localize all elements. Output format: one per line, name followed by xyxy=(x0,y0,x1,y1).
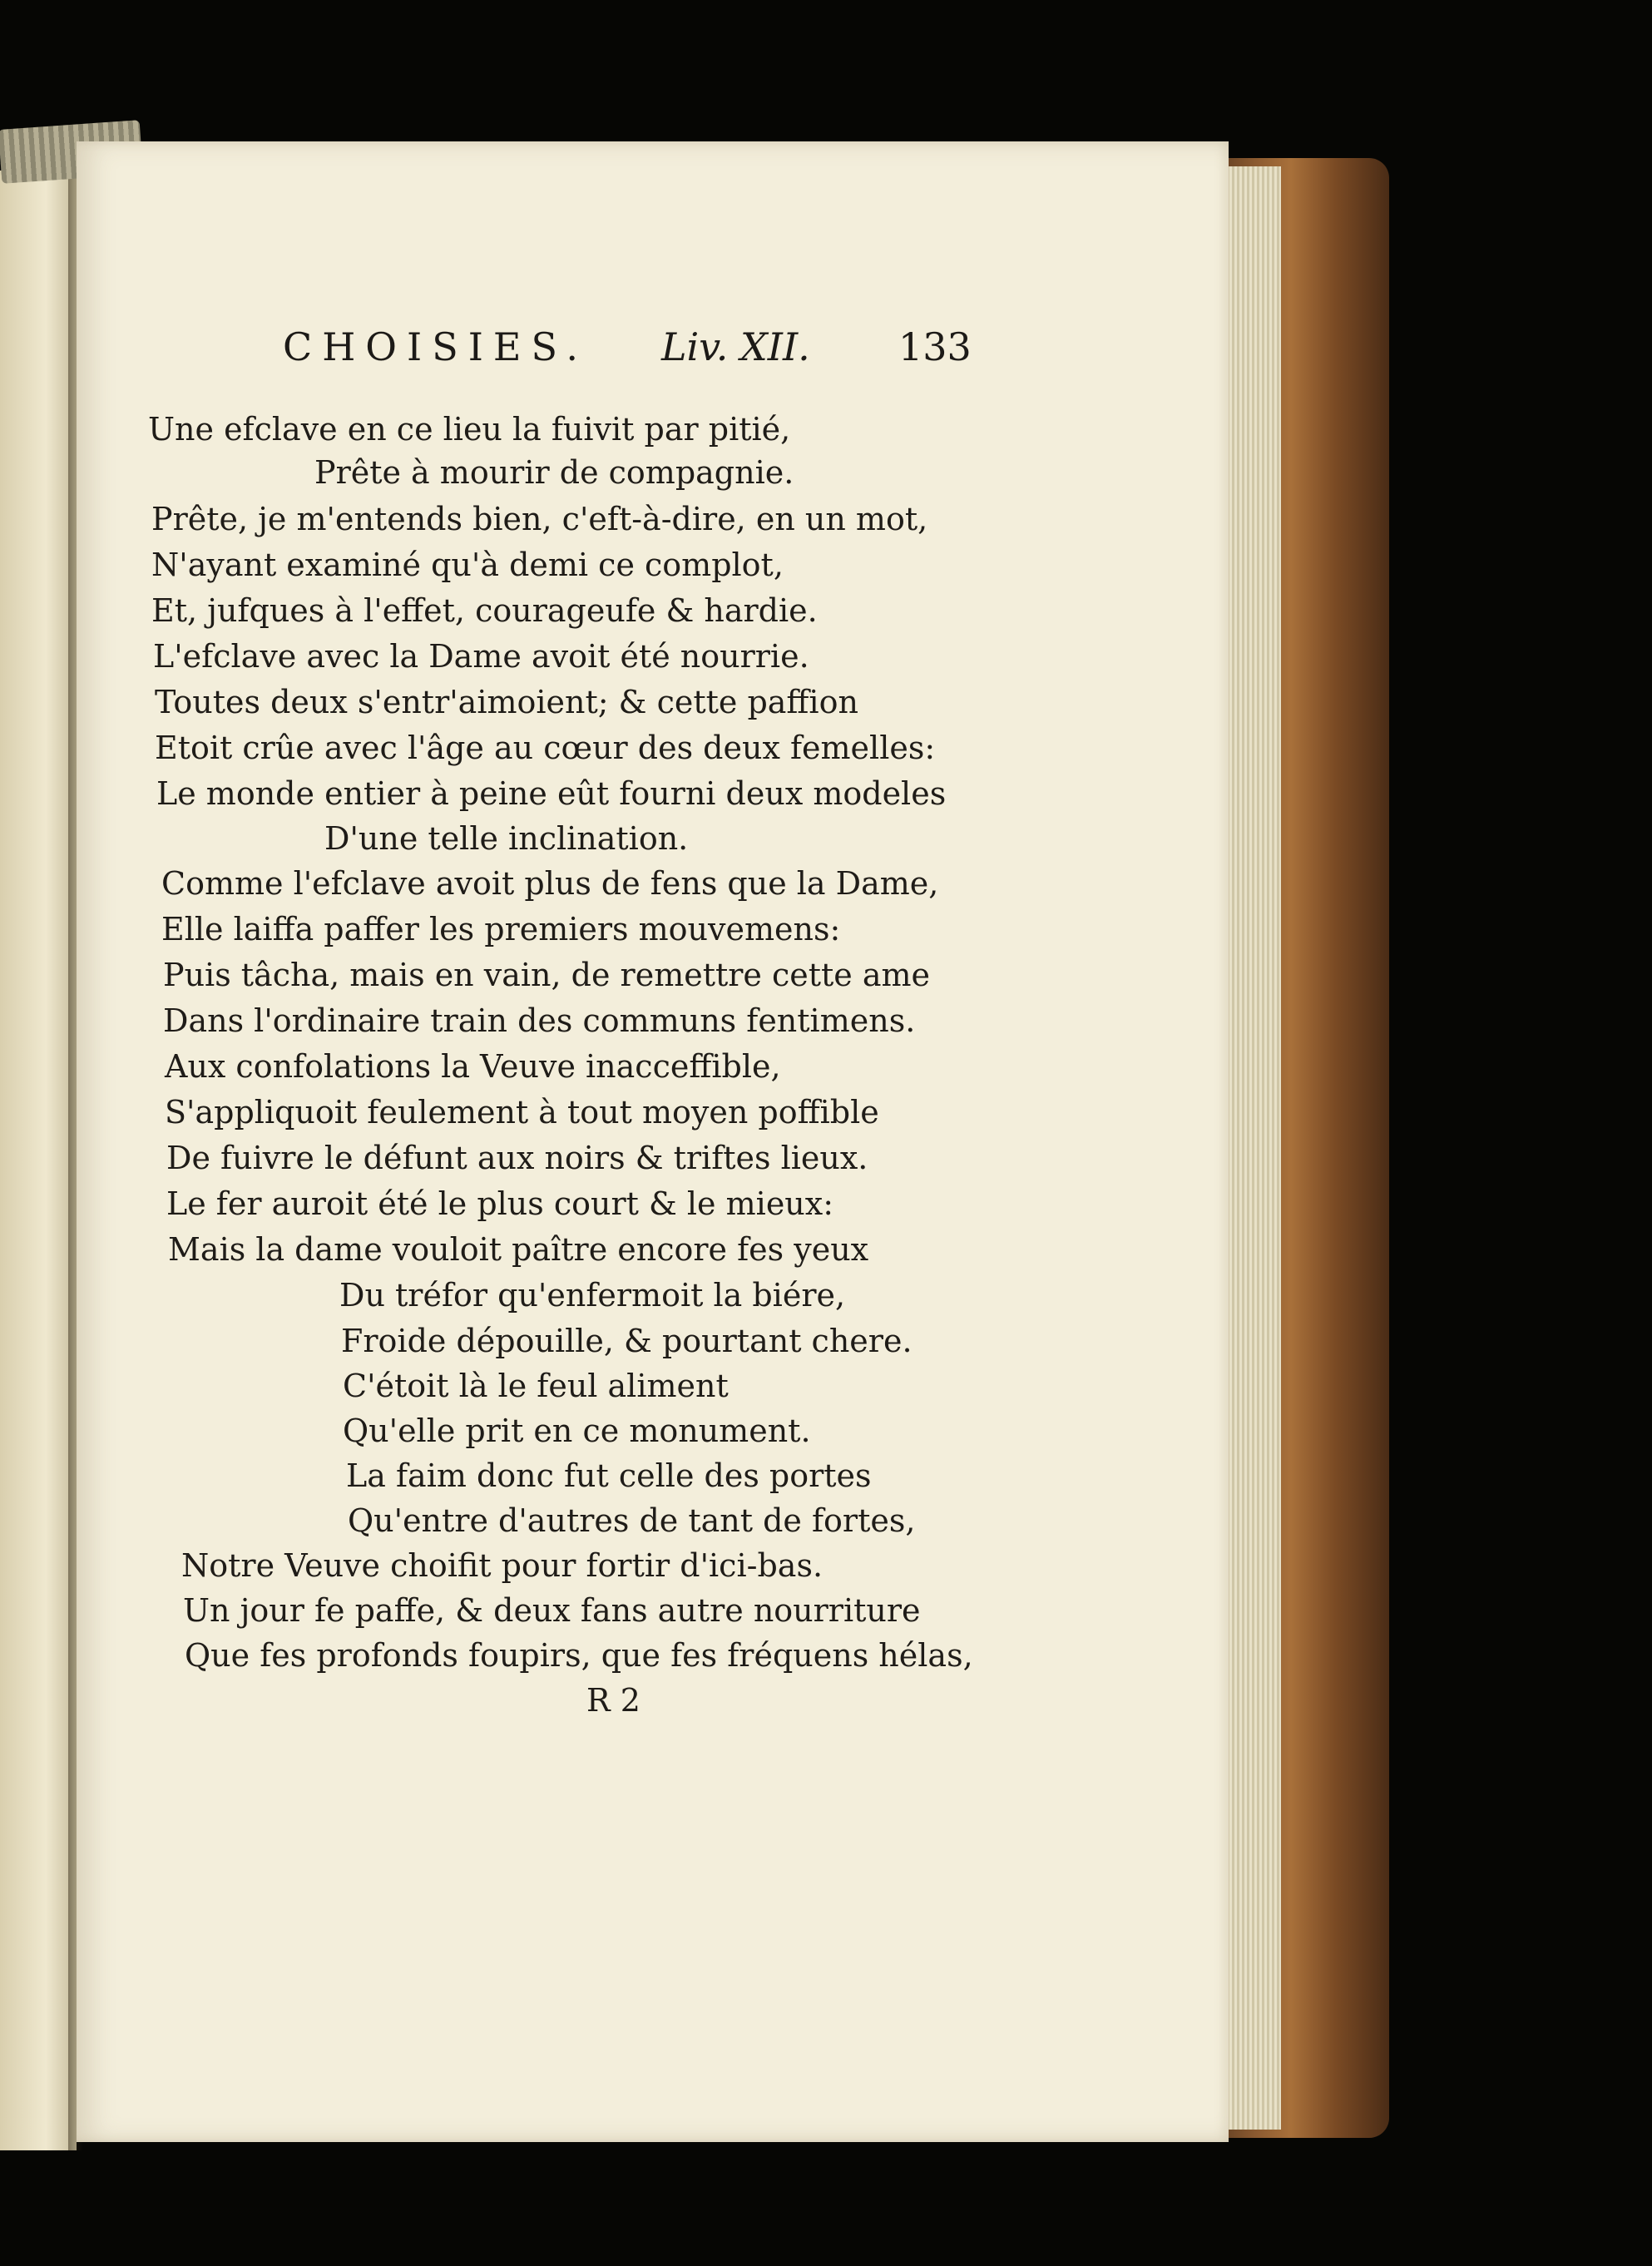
verse-line: N'ayant examiné qu'à demi ce complot, xyxy=(151,547,784,583)
verse-line: Aux confolations la Veuve inacceffible, xyxy=(165,1048,781,1085)
verse-line: C'étoit là le feul aliment xyxy=(343,1368,729,1404)
verse-line: Puis tâcha, mais en vain, de remettre cette ame xyxy=(163,957,931,993)
verse-line: S'appliquoit feulement à tout moyen poffible xyxy=(165,1094,879,1131)
verse-line: Notre Veuve choifit pour fortir d'ici-bas. xyxy=(181,1547,824,1584)
verse-line: Que fes profonds foupirs, que fes fréquens hélas, xyxy=(185,1637,973,1674)
verse-line: Mais la dame vouloit paître encore fes yeux xyxy=(168,1231,869,1268)
verse-line: Une efclave en ce lieu la fuivit par pitié, xyxy=(148,411,791,448)
running-header xyxy=(283,324,998,374)
verse-line: Le fer auroit été le plus court & le mieux: xyxy=(166,1185,834,1222)
verse-line: La faim donc fut celle des portes xyxy=(346,1457,872,1494)
verse-line: Qu'entre d'autres de tant de fortes, xyxy=(348,1502,916,1539)
verse-line: Froide dépouille, & pourtant chere. xyxy=(341,1323,913,1359)
verse-line: L'efclave avec la Dame avoit été nourrie. xyxy=(153,638,809,675)
verse-line: Toutes deux s'entr'aimoient; & cette paffion xyxy=(155,684,858,720)
verse-line: Le monde entier à peine eût fourni deux modeles xyxy=(156,775,947,812)
verse-line: Comme l'efclave avoit plus de fens que la Dame, xyxy=(161,865,939,902)
verse-line: Un jour fe paffe, & deux fans autre nourriture xyxy=(183,1592,921,1629)
verse-line: Et, jufques à l'effet, courageufe & hardie. xyxy=(151,592,818,629)
running-title: CHOISIES. xyxy=(283,324,588,369)
verse-line: D'une telle inclination. xyxy=(324,820,689,857)
left-page-edge xyxy=(0,171,77,2150)
verse-line: Qu'elle prit en ce monument. xyxy=(343,1413,811,1449)
page-number: 133 xyxy=(898,324,972,369)
verse-line: Elle laiffa paffer les premiers mouvemens: xyxy=(161,911,841,947)
book-reference: Liv. XII. xyxy=(661,324,810,369)
verse-line: Prête à mourir de compagnie. xyxy=(314,454,794,491)
signature-mark: R 2 xyxy=(586,1682,641,1719)
verse-line: Prête, je m'entends bien, c'eft-à-dire, en un mot, xyxy=(151,501,928,537)
verse-line: Du tréfor qu'enfermoit la biére, xyxy=(339,1277,846,1314)
verse-line: De fuivre le défunt aux noirs & triftes lieux. xyxy=(166,1140,868,1176)
verse-line: Dans l'ordinaire train des communs fentimens. xyxy=(163,1002,916,1039)
verse-line: Etoit crûe avec l'âge au cœur des deux femelles: xyxy=(155,730,936,766)
